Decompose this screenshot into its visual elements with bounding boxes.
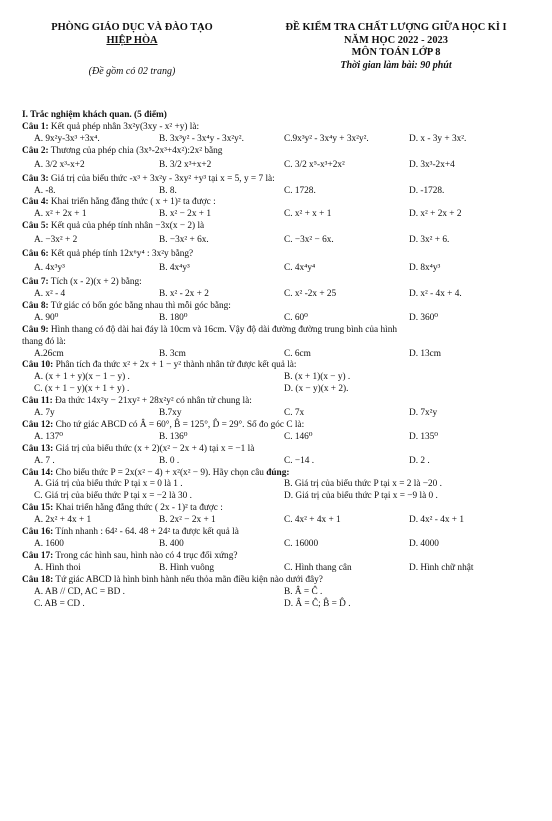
options-row (22, 456, 534, 468)
answer-option[interactable]: C. AB = CD . (34, 598, 85, 609)
question (22, 444, 534, 468)
answer-option[interactable]: C. −14 . (284, 455, 315, 466)
question-number: Câu 4: (22, 197, 49, 208)
question-text: Tứ giác ABCD là hình bình hành nếu thỏa mãn điều kiện nào dưới đây? (53, 574, 323, 585)
answer-option[interactable]: A.26cm (34, 348, 64, 359)
answer-option[interactable]: C. (x + 1 − y)(x + 1 + y) . (34, 384, 130, 395)
question-number: Câu 9: (22, 324, 49, 335)
question (22, 468, 534, 504)
question (22, 527, 534, 551)
question-text: Khai triển hằng đẳng thức ( x + 1)² ta được : (48, 197, 216, 208)
answer-option[interactable]: C. Hình thang cân (284, 562, 352, 573)
options-row (22, 599, 534, 611)
question (22, 575, 534, 611)
answer-option[interactable]: B. −3x² + 6x. (159, 235, 209, 246)
question-list (22, 122, 534, 611)
question (22, 197, 534, 221)
exam-header (0, 22, 552, 92)
answer-option[interactable]: A. 7 . (34, 455, 55, 466)
answer-option[interactable]: D. x² - 4x + 4. (409, 288, 462, 299)
question (22, 249, 534, 277)
question-stem (22, 249, 534, 261)
answer-option[interactable]: B.7xy (159, 408, 182, 419)
answer-option[interactable]: A. AB // CD, AC = BD . (34, 586, 125, 597)
question-text: Kết quả của phép tính nhân −3x(x − 2) là (48, 221, 205, 232)
answer-option[interactable]: A. 90⁰ (34, 312, 59, 323)
answer-option[interactable]: D. x - 3y + 3x². (409, 133, 467, 144)
question (22, 503, 534, 527)
answer-option[interactable]: A. 1600 (34, 539, 64, 549)
options-row (22, 186, 534, 198)
question (22, 325, 534, 361)
question (22, 301, 534, 325)
page-count-note: (Đề gồm có 02 trang) (88, 66, 176, 77)
answer-option[interactable]: C. −3x² − 6x. (284, 235, 334, 246)
question (22, 551, 534, 575)
answer-option[interactable]: D. 3x³-2x+4 (409, 159, 455, 170)
question-number: Câu 14: (22, 467, 54, 478)
question-text: Kết quả phép nhân 3x²y(3xy - x² +y) là: (48, 121, 200, 132)
answer-option[interactable]: D. 4000 (409, 539, 439, 549)
question-stem (22, 146, 534, 158)
question-stem (22, 360, 534, 372)
question-text: Giá trị của biểu thức -x³ + 3x²y - 3xy² +y³ tại x = 5, y = 7 là: (48, 173, 275, 184)
question (22, 420, 534, 444)
options-row (22, 372, 534, 384)
question-number: Câu 1: (22, 121, 49, 132)
options-row (22, 408, 534, 420)
answer-option[interactable]: A. 9x²y-3x³ +3x⁴. (34, 133, 100, 144)
question-text-continued: thang đó là: (22, 336, 66, 347)
answer-option[interactable]: D. 4x² - 4x + 1 (409, 515, 465, 526)
answer-option[interactable]: B. 180⁰ (159, 312, 188, 323)
question-stem (22, 444, 534, 456)
question-number: Câu 18: (22, 574, 54, 585)
section-title: I. Trắc nghiệm khách quan. (5 điểm) (22, 110, 167, 120)
question-number: Câu 6: (22, 249, 49, 260)
district-name: HIỆP HÒA (106, 35, 158, 46)
question-stem (22, 575, 534, 587)
answer-option[interactable]: D. Hình chữ nhật (409, 562, 474, 573)
question (22, 277, 534, 301)
answer-option[interactable]: A. Giá trị của biểu thức P tại x = 0 là 1 . (34, 479, 183, 490)
options-row (22, 209, 534, 221)
question-number: Câu 11: (22, 396, 53, 407)
answer-option[interactable]: B. 3/2 x³+x+2 (159, 159, 212, 170)
answer-option[interactable]: B. x² - 2x + 2 (159, 288, 209, 299)
answer-option[interactable]: C. 4x² + 4x + 1 (284, 515, 341, 526)
question-number: Câu 12: (22, 419, 54, 430)
answer-option[interactable]: B. 3x³y² - 3x⁴y - 3x²y². (159, 133, 244, 144)
time-limit: Thời gian làm bài: 90 phút (340, 60, 452, 71)
answer-option[interactable]: C. 3/2 x⁵-x³+2x² (284, 159, 345, 170)
answer-option[interactable]: C. 6cm (284, 348, 311, 359)
question-number: Câu 2: (22, 145, 49, 156)
question-text: Giá trị của biểu thức (x + 2)(x² − 2x + 4) tại x = −1 là (53, 443, 255, 454)
question-number: Câu 15: (22, 503, 54, 514)
question-stem (22, 396, 534, 408)
question-stem (22, 551, 534, 563)
answer-option[interactable]: D. 13cm (409, 348, 442, 359)
question-stem (22, 325, 534, 337)
question-text: Tính nhanh : 64² - 64. 48 + 24² ta được kết quả là (53, 527, 239, 538)
answer-option[interactable]: B. 4x⁴y³ (159, 263, 190, 274)
answer-option[interactable]: B. 0 . (159, 455, 180, 466)
answer-option[interactable]: B. 400 (159, 539, 184, 549)
answer-option[interactable]: C.9x³y² - 3x⁴y + 3x²y². (284, 133, 369, 144)
options-row (22, 384, 534, 396)
answer-option[interactable]: D. 360⁰ (409, 312, 439, 323)
question (22, 221, 534, 249)
question (22, 360, 534, 396)
question-text: Cho tứ giác ABCD có Â = 60°, B̂ = 125°, D̂ = 29°. Số đo góc C là: (53, 419, 305, 430)
answer-option[interactable]: A. −3x² + 2 (34, 235, 78, 246)
answer-option[interactable]: D. (x − y)(x + 2). (284, 384, 349, 395)
answer-option[interactable]: D. 135⁰ (409, 431, 439, 442)
answer-option[interactable]: D. -1728. (409, 185, 445, 196)
answer-option[interactable]: A. 3/2 x³-x+2 (34, 159, 85, 170)
answer-option[interactable]: D. x² + 2x + 2 (409, 209, 462, 220)
answer-option[interactable]: C. 4x⁴y⁴ (284, 263, 316, 274)
question (22, 122, 534, 146)
question-number: Câu 17: (22, 550, 54, 561)
options-row (22, 539, 534, 551)
answer-option[interactable]: D. 8x⁴y³ (409, 263, 441, 274)
question-text: Phân tích đa thức x² + 2x + 1 − y² thành nhân tử được kết quả là: (53, 360, 297, 371)
exam-content (22, 110, 534, 610)
question-number: Câu 8: (22, 300, 49, 311)
answer-option[interactable]: A. 7y (34, 408, 55, 419)
answer-option[interactable]: D. Â = Ĉ; B̂ = D̂ . (284, 598, 351, 609)
answer-option[interactable]: C. Giá trị của biểu thức P tại x = −2 là 30 . (34, 491, 192, 502)
answer-option[interactable]: A. x² + 2x + 1 (34, 209, 87, 220)
question-number: Câu 13: (22, 443, 54, 454)
answer-option[interactable]: B. 2x² − 2x + 1 (159, 515, 216, 526)
answer-option[interactable]: C. 1728. (284, 185, 316, 196)
answer-option[interactable]: B. 136⁰ (159, 431, 188, 442)
answer-option[interactable]: C. 60⁰ (284, 312, 308, 323)
answer-option[interactable]: C. x² -2x + 25 (284, 288, 337, 299)
question-text: Trong các hình sau, hình nào có 4 trục đối xứng? (53, 550, 238, 561)
options-row (22, 289, 534, 301)
question-stem (22, 277, 534, 289)
question-stem (22, 468, 534, 480)
question-number: Câu 3: (22, 173, 49, 184)
answer-option[interactable]: D. 3x² + 6. (409, 235, 450, 246)
question-stem (22, 197, 534, 209)
department-name: PHÒNG GIÁO DỤC VÀ ĐÀO TẠO (51, 22, 213, 33)
answer-option[interactable]: A. 4x³y³ (34, 263, 65, 274)
answer-option[interactable]: A. x² - 4 (34, 288, 66, 299)
question-text: Kết quả phép tính 12x⁶y⁴ : 3x²y bằng? (48, 249, 194, 260)
options-row (22, 587, 534, 599)
question-text: Đa thức 14x²y − 21xy² + 28x²y² có nhân tử chung là: (52, 396, 252, 407)
options-row (22, 233, 534, 249)
question-text: Tích (x - 2)(x + 2) bằng: (48, 277, 142, 288)
answer-option[interactable]: B. Â = Ĉ . (284, 586, 323, 597)
exam-title: ĐỀ KIỂM TRA CHẤT LƯỢNG GIỮA HỌC KÌ I (285, 22, 507, 33)
question-text: Hình thang có độ dài hai đáy là 10cm và 16cm. Vậy độ dài đường đường trung bình của hình (48, 324, 398, 335)
question-emphasis: đúng: (266, 467, 290, 478)
answer-option[interactable]: C. x² + x + 1 (284, 209, 332, 220)
answer-option[interactable]: B. Hình vuông (159, 562, 215, 573)
question-text: Khai triển hằng đẳng thức ( 2x - 1)² ta được : (53, 503, 223, 514)
answer-option[interactable]: A. 2x² + 4x + 1 (34, 515, 92, 526)
question-stem (22, 503, 534, 515)
question (22, 396, 534, 420)
answer-option[interactable]: B. 8. (159, 185, 177, 196)
options-row (22, 563, 534, 575)
options-row (22, 134, 534, 146)
answer-option[interactable]: A. Hình thoi (34, 562, 81, 573)
question-stem (22, 122, 534, 134)
answer-option[interactable]: A. -8. (34, 185, 56, 196)
answer-option[interactable]: B. x² − 2x + 1 (159, 209, 212, 220)
question-stem (22, 174, 534, 186)
options-row (22, 261, 534, 277)
options-row (22, 515, 534, 527)
question-stem (22, 301, 534, 313)
answer-option[interactable]: D. Giá trị của biểu thức P tại x = −9 là 0 . (284, 491, 438, 502)
question-stem (22, 420, 534, 432)
subject-name: MÔN TOÁN LỚP 8 (351, 47, 441, 58)
question-stem (22, 221, 534, 233)
answer-option[interactable]: B. Giá trị của biểu thức P tại x = 2 là −20 . (284, 479, 442, 490)
options-row (22, 349, 534, 361)
question-stem (22, 527, 534, 539)
options-row (22, 313, 534, 325)
answer-option[interactable]: D. 2 . (409, 455, 430, 466)
answer-option[interactable]: A. (x + 1 + y)(x − 1 − y) . (34, 372, 130, 383)
question-text: Tứ giác có bốn góc bằng nhau thì mỗi góc bằng: (48, 300, 231, 311)
question (22, 174, 534, 198)
question-text: Cho biểu thức P = 2x(x² − 4) + x²(x² − 9). Hãy chọn câu (53, 467, 264, 478)
answer-option[interactable]: C. 146⁰ (284, 431, 313, 442)
answer-option[interactable]: D. 7x²y (409, 408, 438, 419)
question-number: Câu 5: (22, 221, 49, 232)
question-number: Câu 16: (22, 527, 54, 538)
answer-option[interactable]: A. 137⁰ (34, 431, 64, 442)
question-number: Câu 10: (22, 360, 54, 371)
answer-option[interactable]: B. (x + 1)(x − y) . (284, 372, 351, 383)
answer-option[interactable]: C. 16000 (284, 539, 319, 549)
question-text: Thương của phép chia (3x⁵-2x³+4x²):2x² bằng (48, 145, 223, 156)
answer-option[interactable]: B. 3cm (159, 348, 186, 359)
options-row (22, 491, 534, 503)
question-number: Câu 7: (22, 277, 49, 288)
school-year: NĂM HỌC 2022 - 2023 (344, 35, 448, 46)
options-row (22, 479, 534, 491)
answer-option[interactable]: C. 7x (284, 408, 305, 419)
question (22, 146, 534, 174)
options-row (22, 432, 534, 444)
options-row (22, 158, 534, 174)
